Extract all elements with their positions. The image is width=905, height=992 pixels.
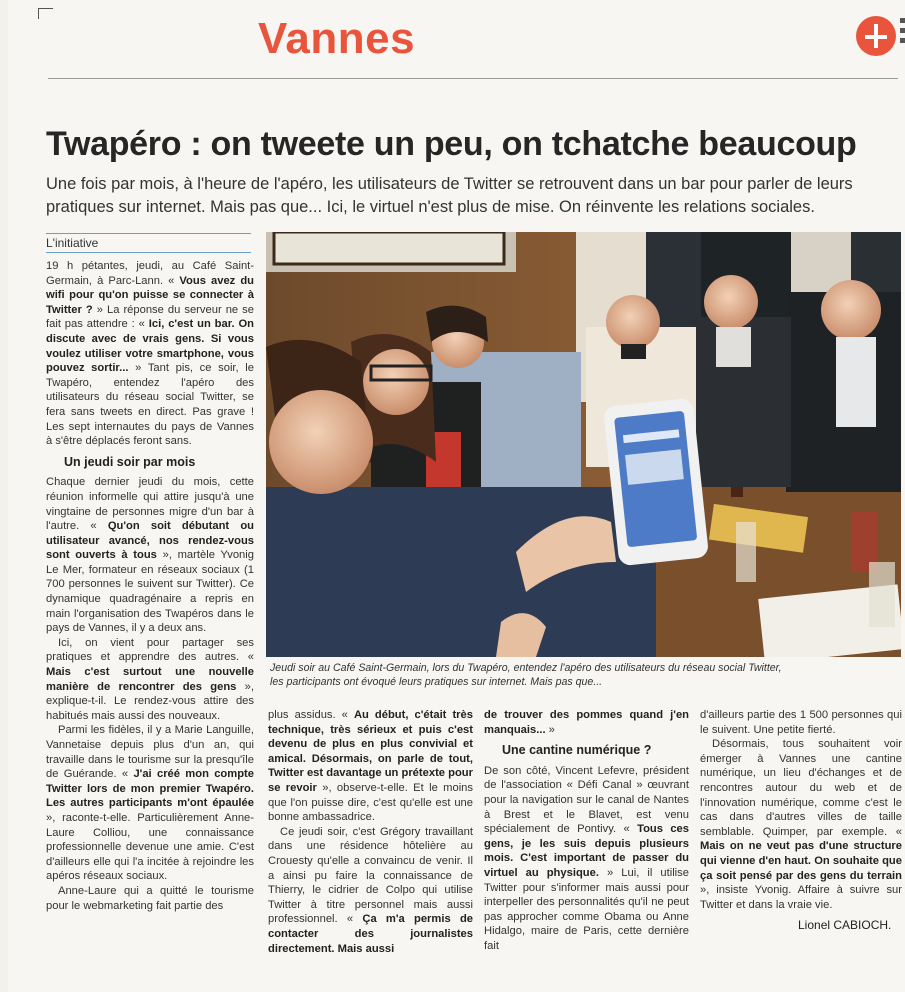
logo-marks bbox=[900, 18, 905, 54]
subhead-cantine: Une cantine numérique ? bbox=[502, 743, 652, 758]
article-byline: Lionel CABIOCH. bbox=[798, 918, 892, 932]
photo-caption bbox=[270, 662, 900, 689]
article-photo bbox=[266, 232, 901, 657]
article-column-4: d'ailleurs partie des 1 500 personnes qui le suivent. Une petite fierté. Désormais, tous souhaitent voir émerger à Vannes une cantine numérique, un lieu d'échanges et de rencontres autour du web et de l'innovation numérique, comme c'est le cas dans d'autres villes de taille semblable. Quimper, par exemple. « Mais on ne veut pas d'une structure qui vienne d'en haut. On souhaite que ça soit pensé par des gens du terrain », insiste Yvonig. Affaire à suivre sur Twitter et dans la vraie vie. bbox=[700, 709, 902, 911]
article-kicker: L'initiative bbox=[46, 233, 251, 253]
newspaper-logo-icon bbox=[856, 16, 896, 56]
crop-mark bbox=[38, 8, 53, 19]
subhead-jeudi: Un jeudi soir par mois bbox=[64, 454, 196, 469]
newspaper-page bbox=[8, 0, 905, 992]
article-column-2: plus assidus. « Au début, c'était très technique, très sérieux et puis c'est devenu de plus en plus convivial et amical. Désormais, on parle de tout, Twitter est davantage un prétexte pour se revoir », observe-t-elle. Et le moins que l'on puisse dire, c'est qu'elle est une bonne ambassadrice. Ce jeudi soir, c'est Grégory travaillant dans une résidence hôtelière au Crouesty qu'elle a convaincu de venir. Il a ainsi pu faire la connaissance de Thierry, le cidrier de Colpo qui utilise Twitter à titre personnel mais aussi professionnel. « Ça m'a permis de contacter des journalistes directement. Mais aussi bbox=[268, 709, 473, 955]
article-column-3: de trouver des pommes quand j'en manquais... » Une cantine numérique ? De son côté, Vincent Lefevre, président de l'association « Défi Canal » œuvrant pour la navigation sur le canal de Nantes à Brest et le Blavet, est venu spécialement de Pontivy. « Tous ces gens, je les suis depuis plusieurs mois. C'est important de passer du virtuel au physique. » Lui, il utilise Twitter pour s'informer mais aussi pour interpeller des personnalités qu'il ne peut pas approcher comme Obama ou Anne Hidalgo, maire de Paris, cette dernière fait bbox=[484, 709, 689, 952]
article-chapeau: Une fois par mois, à l'heure de l'apéro, les utilisateurs de Twitter se retrouvent dans un bar pour parler de leurs pratiques sur internet. Mais pas que... Ici, le virtuel n'est plus de mise. On réinvente les relations sociales. bbox=[46, 175, 853, 216]
section-title: Vannes bbox=[258, 14, 416, 63]
article-column-1: 19 h pétantes, jeudi, au Café Saint-Germain, à Parc-Lann. « Vous avez du wifi pour qu'on puisse se connecter à Twitter ? » La réponse du serveur ne se fait pas attendre : « Ici, c'est un bar. On discute avec de vrais gens. Si vous voulez utiliser votre smartphone, vous pouvez sortir... » Tant pis, ce soir, le Twapéro, entendez l'apéro des utilisateurs du réseau social Twitter, se fera sans tweets en direct. Pas grave ! Les sept internautes du pays de Vannes à s'être déplacés feront sans. Un jeudi soir par mois Chaque dernier jeudi du mois, cette réunion informelle qui attire jusqu'à une vingtaine de personnes migre d'un bar à l'autre. « Qu'on soit débutant ou utilisateur avancé, nos rendez-vous sont ouverts à tous », martèle Yvonig Le Mer, formateur en réseaux sociaux (1 700 personnes le suivent sur Twitter). Ce dynamique quadragénaire a repris en main l'organisation des Twapéros dans le pays de Vannes, il y a deux ans. Ici, on vient pour partager ses pratiques et apprendre des autres. « Mais c'est surtout une nouvelle manière de rencontrer des gens », explique-t-il. Le rendez-vous attire des habitués mais aussi des nouveaux. Parmi les fidèles, il y a Marie Languille, Vannetaise depuis plus d'un an, qui travaille dans le tourisme sur la presqu'île de Guérande. « J'ai créé mon compte Twitter lors de mon premier Twapéro. Les autres participants m'ont épaulée », raconte-t-elle. Particulièrement Anne-Laure Colliou, une connaissance professionnelle devenue une amie. C'est d'ailleurs elle qui l'a incitée à rejoindre les apéros réseaux sociaux. Anne-Laure qui a quitté le tourisme pour le webmarketing fait partie des bbox=[46, 260, 255, 912]
caption-line-2: les participants ont évoqué leurs pratiques sur internet. Mais pas que... bbox=[270, 675, 603, 688]
header-rule bbox=[48, 78, 898, 79]
article-headline: Twapéro : on tweete un peu, on tchatche beaucoup bbox=[46, 125, 857, 163]
caption-line-1: Jeudi soir au Café Saint-Germain, lors du Twapéro, entendez l'apéro des utilisateurs du réseau social Twitter, bbox=[270, 662, 782, 674]
